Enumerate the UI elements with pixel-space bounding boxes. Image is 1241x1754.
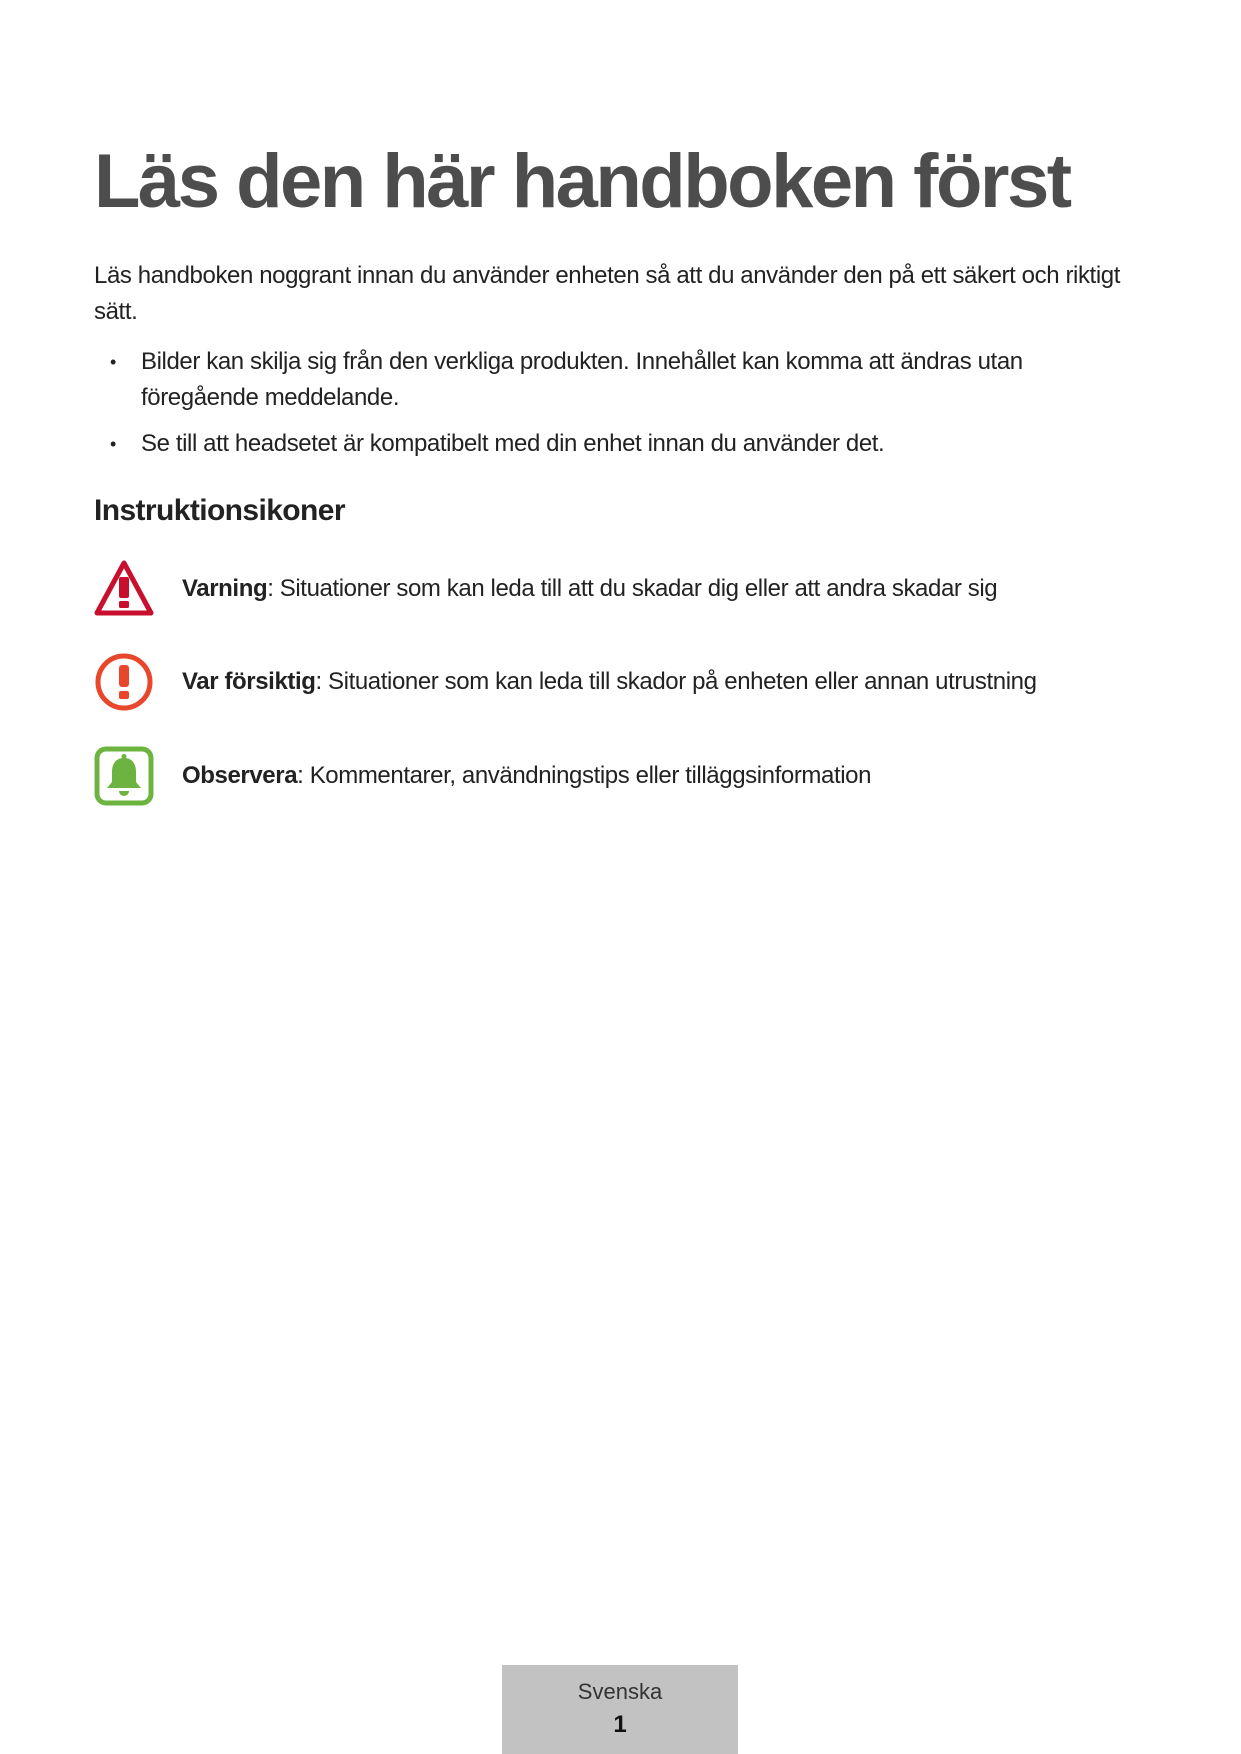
instruction-label: Varning <box>182 575 268 602</box>
instruction-description: : Kommentarer, användningstips eller tilläggsinformation <box>297 762 872 789</box>
bullet-marker: • <box>110 352 116 372</box>
intro-paragraph: Läs handboken noggrant innan du använder enheten så att du använder den på ett säkert och riktigt sätt. <box>94 262 1120 325</box>
bullet-list <box>94 344 1134 472</box>
section-heading: Instruktionsikoner <box>94 494 345 527</box>
note-bell-icon <box>94 746 154 806</box>
instruction-row-caution <box>94 652 1154 712</box>
footer-language: Svenska <box>577 1679 663 1704</box>
caution-icon <box>94 652 154 712</box>
bullet-marker: • <box>110 434 116 454</box>
list-item <box>94 344 1134 416</box>
instruction-text <box>182 664 1037 700</box>
page-number: 1 <box>613 1711 627 1738</box>
bullet-text: Se till att headsetet är kompatibelt med din enhet innan du använder det. <box>141 430 885 457</box>
instruction-text <box>182 571 997 607</box>
instruction-row-warning <box>94 559 1154 619</box>
instruction-description: : Situationer som kan leda till att du skadar dig eller att andra skadar sig <box>267 575 998 602</box>
page-title: Läs den här handboken först <box>94 139 1070 224</box>
list-item <box>94 426 1134 462</box>
instruction-label: Observera <box>182 762 298 789</box>
warning-icon <box>94 559 154 619</box>
instruction-row-note <box>94 746 1154 806</box>
instruction-label: Var försiktig <box>182 668 316 695</box>
bullet-text: Bilder kan skilja sig från den verkliga produkten. Innehållet kan komma att ändras utan föregående meddelande. <box>141 348 1023 411</box>
page-footer <box>502 1665 738 1754</box>
instruction-description: : Situationer som kan leda till skador på enheten eller annan utrustning <box>315 668 1037 695</box>
instruction-text <box>182 758 871 794</box>
